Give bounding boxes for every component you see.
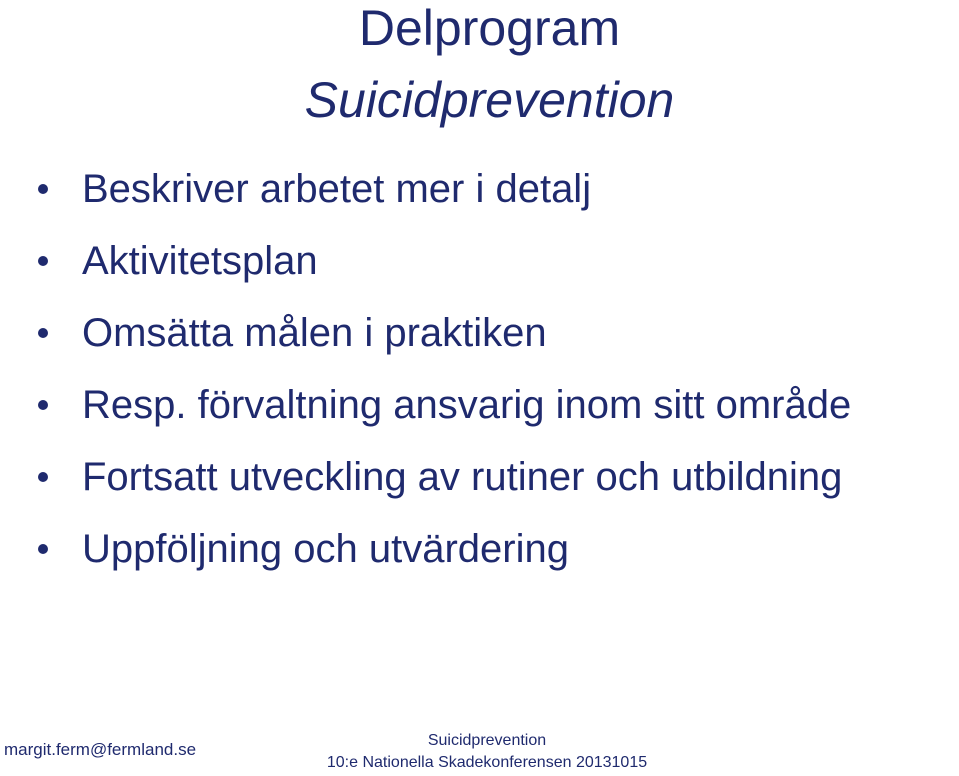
footer-event: 10:e Nationella Skadekonferensen 20131015 [326, 754, 648, 771]
bullet-text: Aktivitetsplan [82, 239, 318, 283]
footer-email: margit.ferm@fermland.se [4, 740, 197, 759]
bullet-item [38, 523, 851, 595]
footer-topic: Suicidprevention [427, 732, 547, 749]
bullet-dot-icon [38, 251, 52, 265]
bullet-item [38, 379, 851, 451]
bullet-text: Omsätta målen i praktiken [82, 311, 547, 355]
bullet-dot-icon [38, 323, 52, 337]
bullet-dot-icon [38, 467, 52, 481]
bullet-list [38, 163, 851, 595]
bullet-text: Uppföljning och utvärdering [82, 527, 569, 571]
bullet-item [38, 451, 851, 523]
slide-title: Delprogram [358, 0, 621, 56]
bullet-text: Fortsatt utveckling av rutiner och utbildning [82, 455, 843, 499]
bullet-dot-icon [38, 539, 52, 553]
bullet-dot-icon [38, 179, 52, 193]
bullet-item [38, 163, 851, 235]
bullet-dot-icon [38, 395, 52, 409]
bullet-text: Resp. förvaltning ansvarig inom sitt område [82, 383, 852, 427]
footer-center [297, 730, 677, 774]
bullet-item [38, 307, 851, 379]
bullet-text: Beskriver arbetet mer i detalj [82, 167, 592, 211]
slide-subtitle: Suicidprevention [304, 72, 675, 128]
bullet-item [38, 235, 851, 307]
